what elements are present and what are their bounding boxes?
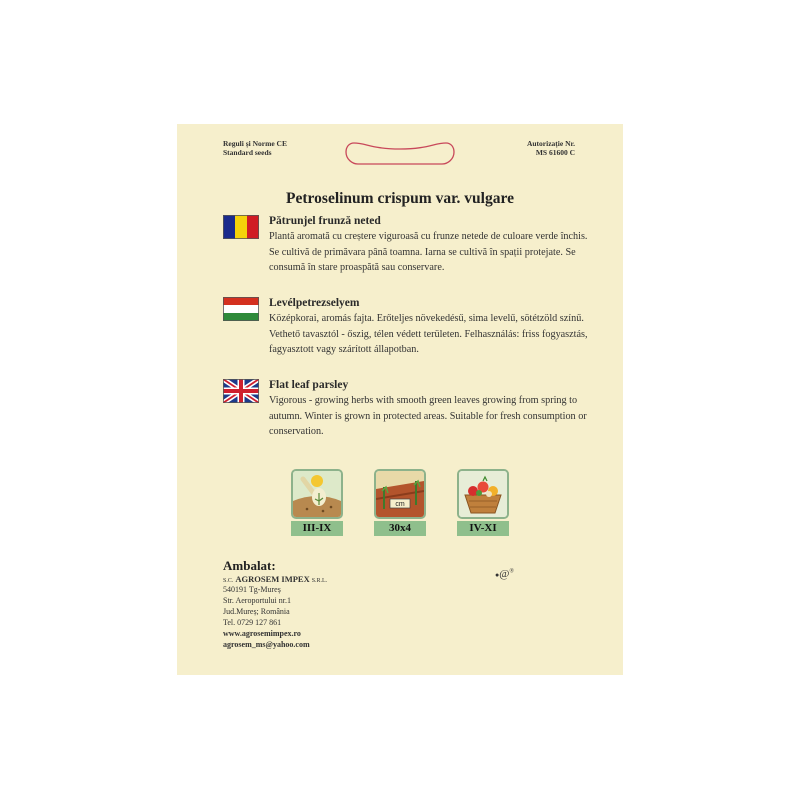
sowing-icon [291,469,343,519]
header-left [223,139,287,157]
section-romanian [223,215,588,285]
phone-line: Tel. 0729 127 861 [223,618,282,627]
authorization-label: Autorizație Nr. [526,139,575,148]
section-title: Flat leaf parsley [269,379,349,391]
romania-flag-icon [223,215,259,239]
uk-flag-icon [223,379,259,403]
company-name [223,574,327,584]
seed-packet [177,124,623,675]
section-hungarian [223,297,588,367]
cm-unit-label: cm [395,501,405,508]
harvest-icon [457,469,509,519]
authorization-number: MS 61600 C [535,148,575,157]
section-title: Levélpetrezselyem [269,297,360,309]
website-link[interactable]: www.agrosemimpex.ro [223,629,301,638]
address-line: 540191 Tg-Mureș [223,585,281,594]
sowing-period-label: III-IX [291,521,343,536]
hang-hole-icon [344,141,456,167]
address-line: Str. Aeroportului nr.1 [223,596,291,605]
section-english [223,379,587,439]
packager-title: Ambalat: [223,558,276,573]
company-brand: AGROSEM IMPEX [235,574,310,584]
section-text: Vigorous - growing herbs with smooth green leaves growing from spring to autumn. Winter is grown in protected areas. Suitable for fresh consumption or conservation. [269,395,587,437]
standard-seeds-line: Standard seeds [223,148,272,157]
spacing-icon [374,469,426,519]
email-link[interactable]: agrosem_ms@yahoo.com [223,640,310,649]
header-right [527,139,575,157]
standards-line: Reguli și Norme CE [223,139,287,148]
section-title: Pătrunjel frunză neted [269,215,381,227]
agrosem-logo-icon: ●@® [495,568,514,580]
company-suffix: S.R.L. [311,578,328,584]
address-line: Jud.Mureș; România [223,607,290,616]
spacing-label: 30x4 [374,521,426,536]
spacing-card [374,469,426,536]
hungary-flag-icon [223,297,259,321]
species-title: Petroselinum crispum var. vulgare [286,190,514,207]
section-text: Középkorai, aromás fajta. Erőteljes növekedésű, sima levelű, sötétzöld színű. Vethető tavasztól - őszig, télen védett területen. Felhasználás: friss fogyasztás, fagyasztott vagy szárított állapotban. [269,313,588,355]
logo-glyph: @ [499,568,510,580]
company-prefix: S.C. [223,578,234,584]
harvest-period-label: IV-XI [457,521,509,536]
sowing-period-card [291,469,343,536]
section-text: Plantă aromată cu creștere viguroasă cu frunze netede de culoare verde închis. Se cultivă de primăvara până toamna. Iarna se cultivă în spații protejate. Se consumă în stare proaspătă sau conservare. [269,231,588,273]
harvest-period-card [457,469,509,536]
